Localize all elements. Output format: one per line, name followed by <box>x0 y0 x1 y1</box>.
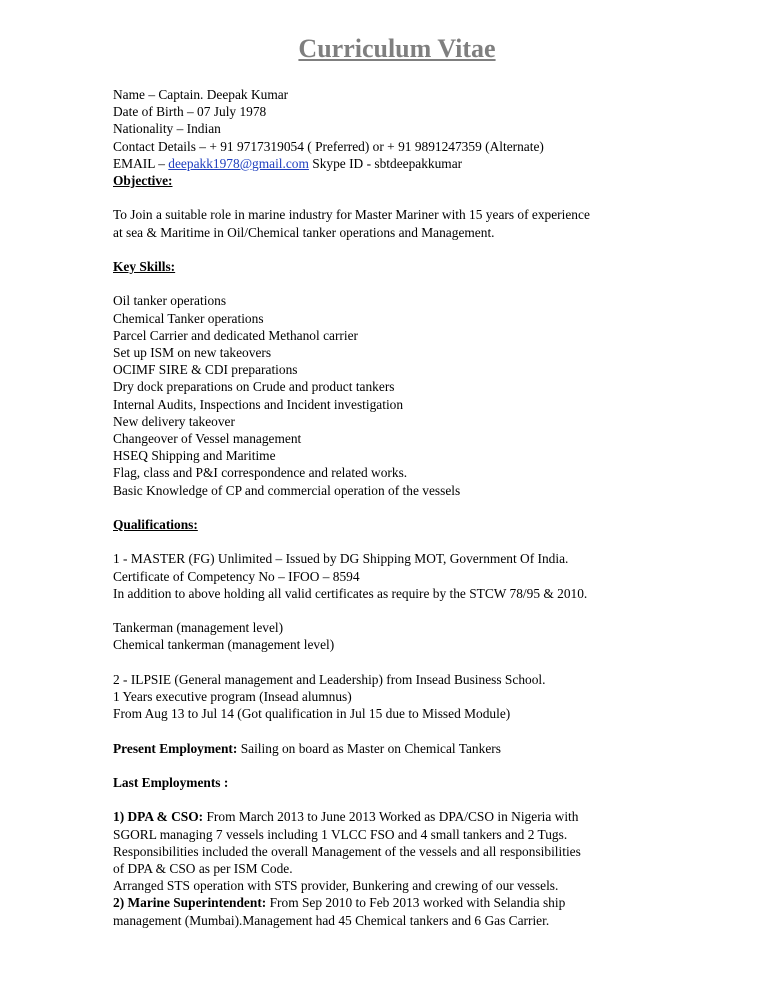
objective-line: at sea & Maritime in Oil/Chemical tanker operations and Management. <box>113 224 495 240</box>
skill-item: Chemical Tanker operations <box>113 310 264 326</box>
skill-item: Set up ISM on new takeovers <box>113 345 272 360</box>
contact-line: Contact Details – + 91 9717319054 ( Preferred) or + 91 9891247359 (Alternate) <box>113 138 544 154</box>
present-employment-line <box>113 740 673 757</box>
resume-page <box>113 34 673 929</box>
name-line: Name – Captain. Deepak Kumar <box>113 87 289 102</box>
email-link[interactable]: deepakk1978@gmail.com <box>168 155 309 171</box>
job2-label: 2) Marine Superintendent: <box>113 895 267 911</box>
qualification-line: From Aug 13 to Jul 14 (Got qualification in Jul 15 due to Missed Module) <box>113 706 511 722</box>
email-label: EMAIL – <box>113 155 169 171</box>
qualification-line: 1 - MASTER (FG) Unlimited – Issued by DG Shipping MOT, Government Of India. <box>113 551 569 567</box>
skill-item: Parcel Carrier and dedicated Methanol carrier <box>113 327 358 343</box>
skill-item: Flag, class and P&I correspondence and related works. <box>113 465 408 481</box>
skill-item: Changeover of Vessel management <box>113 431 302 447</box>
qualifications-heading: Qualifications: <box>113 517 198 533</box>
skill-item: Dry dock preparations on Crude and product tankers <box>113 379 395 395</box>
job1-line: Arranged STS operation with STS provider, Bunkering and crewing of our vessels. <box>113 878 559 894</box>
skill-item: OCIMF SIRE & CDI preparations <box>113 362 298 378</box>
job1-label: 1) DPA & CSO: <box>113 809 204 825</box>
objective-line: To Join a suitable role in marine industry for Master Mariner with 15 years of experience <box>113 207 590 223</box>
skill-item: Internal Audits, Inspections and Incident investigation <box>113 396 404 412</box>
skill-item: HSEQ Shipping and Maritime <box>113 448 276 464</box>
key-skills-heading: Key Skills: <box>113 259 176 274</box>
nationality-line: Nationality – Indian <box>113 121 221 137</box>
qualification-line: 1 Years executive program (Insead alumnus) <box>113 689 352 704</box>
skill-item: Oil tanker operations <box>113 293 227 309</box>
skill-item: Basic Knowledge of CP and commercial operation of the vessels <box>113 482 461 498</box>
present-employment-text: Sailing on board as Master on Chemical Tankers <box>237 740 501 756</box>
email-line <box>113 155 673 172</box>
qualification-line: Chemical tankerman (management level) <box>113 637 335 653</box>
job2-first-line <box>113 894 673 911</box>
present-employment-label: Present Employment: <box>113 740 238 756</box>
job1-line: SGORL managing 7 vessels including 1 VLCC FSO and 4 small tankers and 2 Tugs. <box>113 826 568 842</box>
skype-text: Skype ID - sbtdeepakkumar <box>308 155 463 171</box>
job1-first-text: From March 2013 to June 2013 Worked as DPA/CSO in Nigeria with <box>203 809 579 825</box>
last-employments-heading: Last Employments : <box>113 774 229 790</box>
page-title: Curriculum Vitae <box>298 34 496 63</box>
skill-item: New delivery takeover <box>113 413 235 429</box>
job1-line: Responsibilities included the overall Management of the vessels and all responsibilities <box>113 843 581 859</box>
qualification-line: Tankerman (management level) <box>113 620 284 636</box>
job1-first-line <box>113 808 673 825</box>
qualification-line: 2 - ILPSIE (General management and Leadership) from Insead Business School. <box>113 671 546 687</box>
dob-line: Date of Birth – 07 July 1978 <box>113 104 267 120</box>
job2-first-text: From Sep 2010 to Feb 2013 worked with Selandia ship <box>266 895 566 911</box>
job1-line: of DPA & CSO as per ISM Code. <box>113 860 293 876</box>
job2-line: management (Mumbai).Management had 45 Chemical tankers and 6 Gas Carrier. <box>113 912 550 928</box>
qualification-line: In addition to above holding all valid certificates as require by the STCW 78/95 & 2010. <box>113 585 588 601</box>
objective-heading: Objective: <box>113 173 173 189</box>
qualification-line: Certificate of Competency No – IFOO – 8594 <box>113 568 360 584</box>
